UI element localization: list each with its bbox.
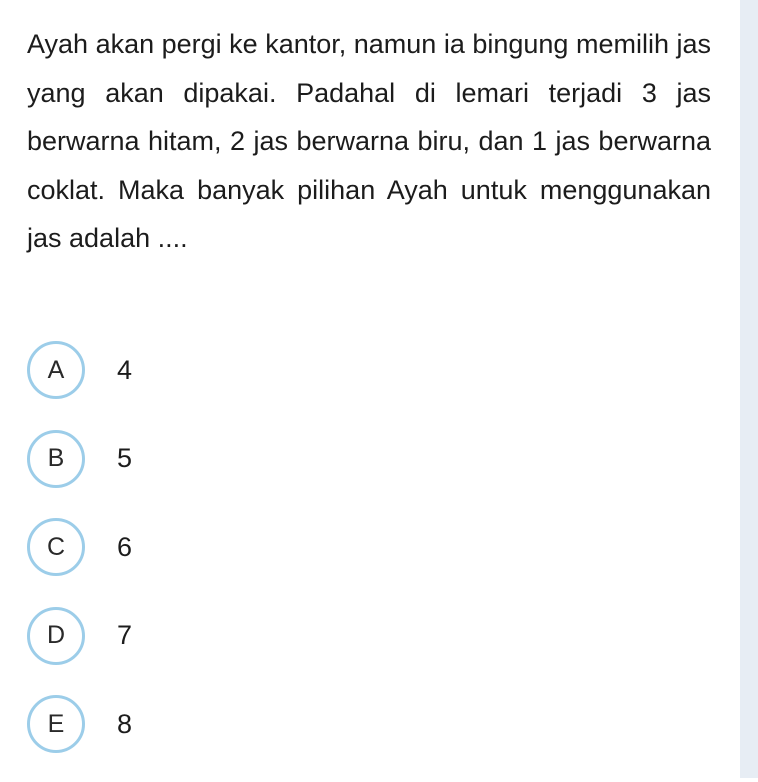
option-b-letter[interactable]: B bbox=[27, 430, 85, 488]
option-d[interactable] bbox=[27, 605, 687, 667]
option-c-value: 6 bbox=[117, 531, 133, 562]
question-text: Ayah akan pergi ke kantor, namun ia bingung memilih jas yang akan dipakai. Padahal di lemari terjadi 3 jas berwarna hitam, 2 jas berwarna biru, dan 1 jas berwarna coklat. Maka banyak pilihan Ayah untuk menggunakan jas adalah .... bbox=[27, 29, 711, 253]
option-e[interactable] bbox=[27, 693, 687, 755]
option-a[interactable] bbox=[27, 339, 687, 401]
option-b[interactable] bbox=[27, 428, 687, 490]
option-e-letter[interactable]: E bbox=[27, 695, 85, 753]
option-a-letter[interactable]: A bbox=[27, 341, 85, 399]
scrollbar-track[interactable] bbox=[740, 0, 758, 778]
option-d-letter[interactable]: D bbox=[27, 607, 85, 665]
option-d-value: 7 bbox=[117, 620, 133, 650]
answer-options bbox=[27, 339, 687, 782]
option-c-letter[interactable]: C bbox=[27, 518, 85, 576]
option-b-value: 5 bbox=[117, 443, 133, 473]
option-e-value: 8 bbox=[117, 708, 133, 739]
option-a-value: 4 bbox=[117, 354, 133, 385]
option-c[interactable] bbox=[27, 516, 687, 578]
